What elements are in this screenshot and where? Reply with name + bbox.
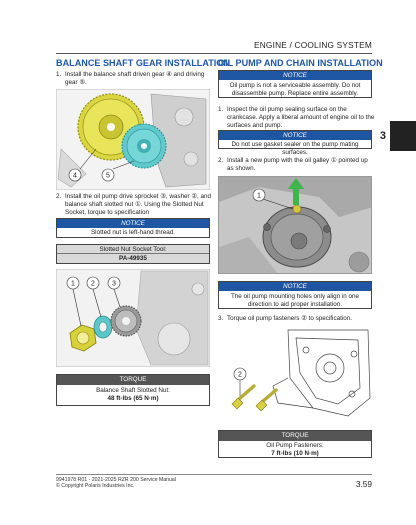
torque-heading: TORQUE (57, 375, 209, 385)
step-number: 2. (218, 157, 224, 164)
step-number: 3. (218, 315, 224, 322)
oil-pump-sprocket-icon (111, 306, 141, 336)
notice-heading: NOTICE (219, 282, 371, 291)
oil-pump-figure (218, 176, 372, 274)
figure-callout: 1 (71, 280, 75, 288)
header-rule (56, 53, 372, 54)
oil-pump-step-1 (218, 106, 376, 130)
oil-pump-fastener-figure (218, 328, 372, 420)
torque-heading: TORQUE (219, 431, 371, 441)
slotted-nut-notice (56, 218, 210, 238)
step-number: 1. (218, 106, 224, 113)
special-tool-box (56, 244, 210, 264)
torque-value: 48 ft-lbs (65 N·m) (107, 394, 159, 402)
figure-callout: 1 (257, 192, 261, 200)
balance-gear-figure (56, 89, 210, 190)
balance-step-1 (56, 71, 208, 87)
footer-publication (56, 477, 176, 490)
notice-body: Slotted nut is left-hand thread. (90, 229, 175, 236)
torque-body (219, 441, 371, 461)
figure-callout: 5 (106, 172, 110, 180)
oil-pump-step-2 (218, 157, 376, 173)
step-text: Inspect the oil pump sealing surface on the crankcase. Apply a liberal amount of engine oil to the surfaces and pump. (227, 106, 375, 129)
notice-body: Oil pump is not a serviceable assembly. Do not disassemble pump. Replace entire assembly. (229, 82, 361, 97)
torque-value: 7 ft-lbs (10 N·m) (271, 449, 319, 457)
step-text: Torque oil pump fasteners ② to specification. (227, 315, 352, 322)
notice-heading: NOTICE (57, 219, 209, 228)
chapter-tab (390, 121, 416, 151)
slotted-nut-figure (56, 269, 210, 367)
notice-body: Do not use gasket sealer on the pump mating surfaces. (231, 141, 359, 156)
balance-shaft-section-title: BALANCE SHAFT GEAR INSTALLATION (56, 58, 230, 68)
tool-part-number: PA-49935 (57, 254, 209, 263)
torque-item: Oil Pump Fasteners: (266, 442, 324, 449)
page-number: 3.59 (355, 479, 372, 489)
balance-torque-box (56, 374, 210, 406)
chapter-number: 3 (379, 130, 386, 142)
figure-callout: 2 (238, 371, 242, 379)
pump-serviceable-notice (218, 70, 372, 98)
oil-pump-torque-box (218, 430, 372, 458)
notice-body: The oil pump mounting holes only align in one direction to aid proper installation. (230, 293, 360, 308)
torque-item: Balance Shaft Slotted Nut: (96, 387, 170, 394)
tool-label: Slotted Nut Socket Tool: (57, 245, 209, 254)
page-header-title: ENGINE / COOLING SYSTEM (253, 40, 372, 50)
notice-heading: NOTICE (219, 71, 371, 80)
driving-gear-icon (122, 124, 166, 168)
oil-pump-step-3 (218, 315, 376, 323)
figure-callout: 2 (91, 280, 95, 288)
figure-callout: 4 (73, 172, 77, 180)
step-text: Install the oil pump drive sprocket ③, washer ②, and balance shaft slotted nut ①. Using the Slotted Nut Socket, torque to specification (65, 193, 212, 216)
torque-body (57, 385, 209, 406)
step-text: Install a new pump with the oil galley ① pointed up as shown. (227, 157, 368, 172)
washer-icon (94, 316, 112, 338)
footer-copyright: © Copyright Polaris Industries Inc. (56, 483, 135, 490)
footer-rule (56, 474, 372, 475)
balance-step-2 (56, 193, 214, 217)
gasket-sealer-notice (218, 130, 372, 156)
step-number: 2. (56, 193, 62, 200)
step-number: 1. (56, 71, 62, 78)
figure-callout: 3 (112, 280, 116, 288)
footer-manual-title: 9941978 R01 - 2021-2025 RZR 200 Service Manual (56, 477, 176, 483)
step-text: Install the balance shaft driven gear ④ and driving gear ⑤. (65, 71, 205, 86)
oil-pump-section-title: OIL PUMP AND CHAIN INSTALLATION (218, 58, 383, 68)
notice-heading: NOTICE (219, 131, 371, 140)
mounting-holes-notice (218, 281, 372, 309)
